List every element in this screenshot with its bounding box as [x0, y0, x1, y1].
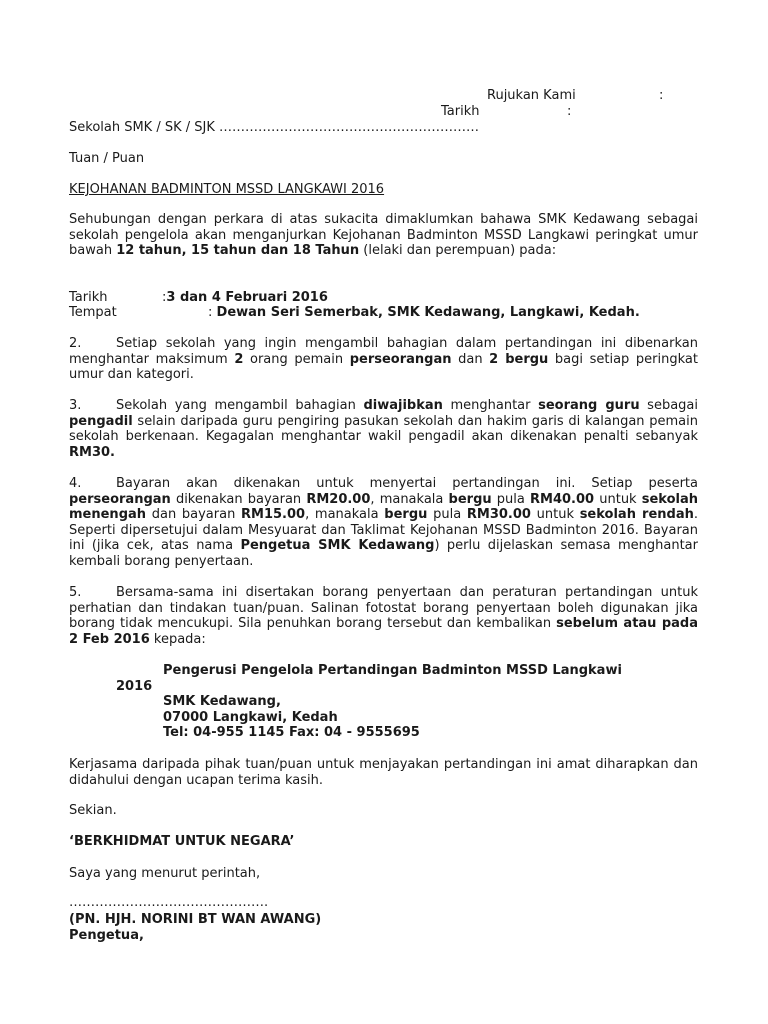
salutation: Tuan / Puan: [69, 151, 145, 166]
paragraph-5: 5. Bersama-sama ini disertakan borang penyertaan dan peraturan pertandingan untuk perhatian dan tindakan tuan/puan. Salinan fotostat borang penyertaan boleh digunakan jika borang tidak mencukupi. Sila penuhkan borang tersebut dan kembalikan sebelum atau pada 2 Feb 2016 kepada:: [69, 585, 698, 647]
motto: ‘BERKHIDMAT UNTUK NEGARA’: [69, 834, 295, 849]
event-date-label: Tarikh: [69, 290, 108, 305]
reference-label: Rujukan Kami: [487, 88, 576, 103]
signatory-name: (PN. HJH. NORINI BT WAN AWANG): [69, 912, 322, 927]
signatory-title: Pengetua,: [69, 928, 144, 943]
cooperation-paragraph: Kerjasama daripada pihak tuan/puan untuk menjayakan pertandingan ini amat diharapkan dan didahului dengan ucapan terima kasih.: [69, 757, 698, 788]
intro-paragraph: Sehubungan dengan perkara di atas sukacita dimaklumkan bahawa SMK Kedawang sebagai sekolah pengelola akan menganjurkan Kejohanan Badminton MSSD Langkawi peringkat umur bawah 12 tahun, 15 tahun dan 18 Tahun (lelaki dan perempuan) pada:: [69, 212, 698, 258]
penalty-amount: RM30.: [69, 444, 115, 460]
event-place-value: Dewan Seri Semerbak, SMK Kedawang, Langkawi, Kedah.: [216, 305, 640, 320]
address-line-2: SMK Kedawang,: [163, 694, 281, 709]
signature-line: ……………………………………….: [69, 895, 269, 910]
sekian-text: Sekian.: [69, 803, 117, 818]
reference-colon: :: [659, 88, 664, 103]
yours-faithfully: Saya yang menurut perintah,: [69, 866, 261, 881]
deadline: sebelum atau pada 2 Feb 2016: [69, 616, 698, 647]
event-place-colon: :: [208, 305, 213, 320]
event-date-value: 3 dan 4 Februari 2016: [166, 290, 328, 305]
event-date-row: [69, 290, 328, 306]
address-line-1-year: 2016: [116, 679, 153, 694]
address-line-1: Pengerusi Pengelola Pertandingan Badminton MSSD Langkawi: [163, 663, 622, 678]
paragraph-2: 2. Setiap sekolah yang ingin mengambil bahagian dalam pertandingan ini dibenarkan menghantar maksimum 2 orang pemain perseorangan dan 2 bergu bagi setiap peringkat umur dan kategori.: [69, 336, 698, 382]
event-place-label: Tempat: [69, 305, 117, 320]
address-phone-fax: Tel: 04-955 1145 Fax: 04 - 9555695: [163, 725, 420, 740]
paragraph-3: 3. Sekolah yang mengambil bahagian diwajibkan menghantar seorang guru sebagai pengadil selain daripada guru pengiring pasukan sekolah dan hakim garis di kalangan pemain sekolah berkenaan. Kegagalan menghantar wakil pengadil akan dikenakan penalti sebanyak RM30.: [69, 398, 699, 460]
date-label: Tarikh: [441, 104, 480, 119]
paragraph-number: 2.: [69, 336, 82, 351]
recipient-school-line: Sekolah SMK / SK / SJK ……………………………………………………: [69, 120, 480, 135]
event-date-colon: :: [162, 290, 167, 305]
paragraph-4: 4. Bayaran akan dikenakan untuk menyertai pertandingan ini. Setiap peserta perseorangan dikenakan bayaran RM20.00, manakala bergu pula RM40.00 untuk sekolah menengah dan bayaran RM15.00, manakala bergu pula RM30.00 untuk sekolah rendah. Seperti dipersetujui dalam Mesyuarat dan Taklimat Kejohanan MSSD Badminton 2016. Bayaran ini (jika cek, atas nama Pengetua SMK Kedawang) perlu dijelaskan semasa menghantar kembali borang penyertaan.: [69, 476, 699, 569]
date-colon: :: [567, 104, 572, 119]
age-categories: 12 tahun, 15 tahun dan 18 Tahun: [116, 243, 360, 258]
address-line-3: 07000 Langkawi, Kedah: [163, 710, 338, 725]
event-place-row: [69, 305, 640, 321]
paragraph-number: 5.: [69, 585, 82, 600]
paragraph-number: 4.: [69, 476, 82, 491]
subject-heading: KEJOHANAN BADMINTON MSSD LANGKAWI 2016: [69, 182, 385, 197]
paragraph-number: 3.: [69, 398, 82, 413]
